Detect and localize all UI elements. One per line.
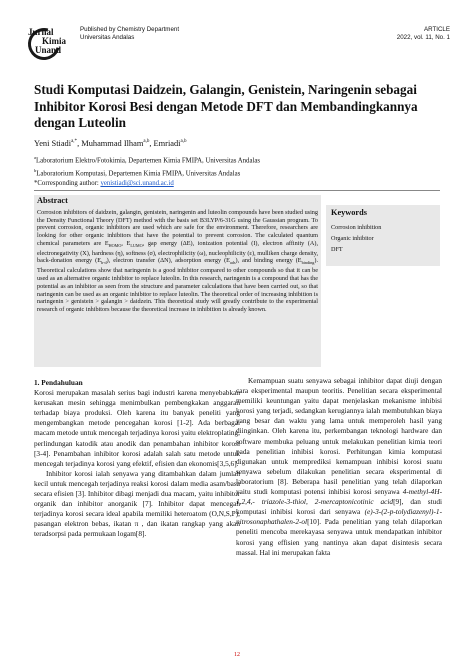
logo-line2: Kimia [42,36,66,46]
paragraph: Korosi merupakan masalah serius bagi industri karena menyebabkan kerusakan mesin sehingga menimbulkan pembengkakan anggaran terhadap biaya produksi. Oleh karena itu banyak peneliti yang mengembangkan metode pencegahan korosi [1-2]. Ada berbagai macam metode untuk mencegah terjadinya korosi yaitu elektroplating, perlindungan katodik atau anodik dan penambahan inhibitor korosi [3-4]. Penambahan inhibitor korosi adalah salah satu metode untuk mencegah terjadinya korosi yang efektif, efisien dan ekonomis[3,5,6]. [34,388,240,468]
keyword-item: Corrosion inhibition [331,224,382,231]
logo-line1: Jurnal [28,27,54,37]
keywords-box [326,205,440,266]
abstract-box [34,195,321,367]
publisher-line2: Universitas Andalas [80,34,135,41]
corresponding-author: *Corresponding author: yenistiadi@sci.unand.ac.id [34,180,174,188]
author-sup: a,b [143,139,150,145]
divider [34,190,440,191]
article-label: ARTICLE [423,26,450,33]
author-list: Yeni Stiadi$^{a,*}$, Muhammad Ilham$^{a,b}$, Emriadi$^{a,b}$ [34,139,187,148]
article-info [397,26,450,42]
keyword-item: Organic inhibitor [331,235,374,242]
volume-label: 2022, vol. 11, No. 1 [396,34,450,41]
keyword-item: DFT [331,246,343,253]
author-sup: a,* [71,139,78,145]
author-name: Muhammad Ilham [81,139,144,148]
abstract-heading: Abstract [37,196,68,205]
author-name: Emriadi [153,139,181,148]
abstract-text: Corrosion inhibitors of daidzein, galangin, genistein, naringenin and luteolin compounds have been studied using the Density Functional Theory (DFT) method with the basis set B3LYP/6-31G using the Gaussian program. To prevent corrosion, organic inhibitors are used which are safe for the environment. Therefore, researchers are looking for other organic inhibitors that have the potential to prevent corrosion. The calculated quantum chemical parameters are $E_{HOMO}$, $E_{LUMO}$, gap energy (ΔE), ionization potential (I), electron affinity (A), electronegativity (X), hardness (η), softness (σ), electrophilicity (ω), nucleophilicity (ε), mulliken charge density, back-donation energy $(E_{b-d})$, electron transfer (ΔN), adsorption energy $(E_{ads})$, and binding energy $(E_{binding})$. Theoretical calculations show that naringenin is a good inhibitor compared to other compounds so that it can be used as an alternative organic inhibitor to replace luteolin. In this research, naringenin is a compound that has the potential as an inhibitor as seen from the structure and parameter calculations that have been carried out, so that naringenin can be used as an organic inhibitor to replace luteolin. The theoretical order of increasing inhibition is naringenin > genistein > galangin > daidzein. This theoretical study will greatly contribute to the experimental research of organic inhibitors because the theoretical increase in inhibition is already known. [37,209,318,313]
section-heading: 1. Pendahuluan [34,378,83,387]
publisher-line1: Published by Chemistry Department [80,26,180,33]
email-link[interactable]: yenistiadi@sci.unand.ac.id [100,180,174,188]
paper-title: Studi Komputasi Daidzein, Galangin, Genistein, Naringenin sebagai Inhibitor Korosi Besi dengan Metode DFT dan Membandingkannya dengan Luteolin [34,82,418,130]
logo-line3: Unand [35,45,62,55]
left-column [34,376,240,540]
right-column [236,376,442,558]
journal-logo [24,22,72,62]
affiliations [34,153,260,189]
keywords-heading: Keywords [331,208,367,217]
paragraph: Kemampuan suatu senyawa sebagai inhibitor dapat diuji dengan cara eksperimental maupun teoritis. Penelitian secara eksperimental memiliki keuntungan yaitu dapat menjelaskan mekanisme inhibisi korosi yang terjadi, sedangkan kerugiannya ialah membutuhkan biaya yang besar dan waktu yang lama untuk memperoleh hasil yang diinginkan. Oleh karena itu, perkembangan teknologi hardware dan software membuka peluang untuk melakukan penelitian kimia teori pada penelitian inhibisi korosi. Perhitungan kimia komputasi digunakan untuk memprediksi kemampuan inhibisi korosi suatu senyawa sebelum dilakukan penelitian secara eksperimental di laboratorium [8]. Beberapa hasil penelitian yang telah dilaporkan yaitu studi komputasi potensi inhibisi korosi senyawa 4-methyl-4H-1,2,4,- triazole-3-thiol, 2-mercaptonicotinic acid[9], dan studi komputasi inhibisi korosi dari senyawa (e)-3-(2-p-tolydiazenyl)-1-nitrosonaphathalen-2-ol[10]. Pada penelitian yang telah dilaporkan peneliti mencoba merekayasa senyawa untuk mendapatkan inhibitor korosi yang effisien yang nantinya akan dapat disintesis secara massal. Hal ini merupakan fakta [236,376,442,557]
paragraph: Inhibitor korosi ialah senyawa yang ditambahkan dalam jumlah kecil untuk mencegah terjadinya reaksi korosi dalam media asam/basa secara efisien [3]. Inhibitor dibagi menjadi dua macam, yaitu inhibitor organik dan inhibitor anorganik [7]. Inhibitor dapat mencegah terjadinya korosi secara ideal apabila memiliki heteroatom (O,N,S,P), pasangan elektron bebas, ikatan π , dan ikatan rangkap yang akan teradsorpsi pada permukaan logam[8]. [34,468,240,539]
affiliation: $^a$Laboratorium Elektro/Fotokimia, Departemen Kimia FMIPA, Universitas Andalas [34,155,261,165]
affiliation: $^b$Laboratorium Komputasi, Departemen Kimia FMIPA, Universitas Andalas [34,168,241,178]
author-sup: a,b [180,139,187,145]
author-name: Yeni Stiadi [34,139,72,148]
page-number: 12 [234,652,240,658]
publisher-info [80,26,179,42]
